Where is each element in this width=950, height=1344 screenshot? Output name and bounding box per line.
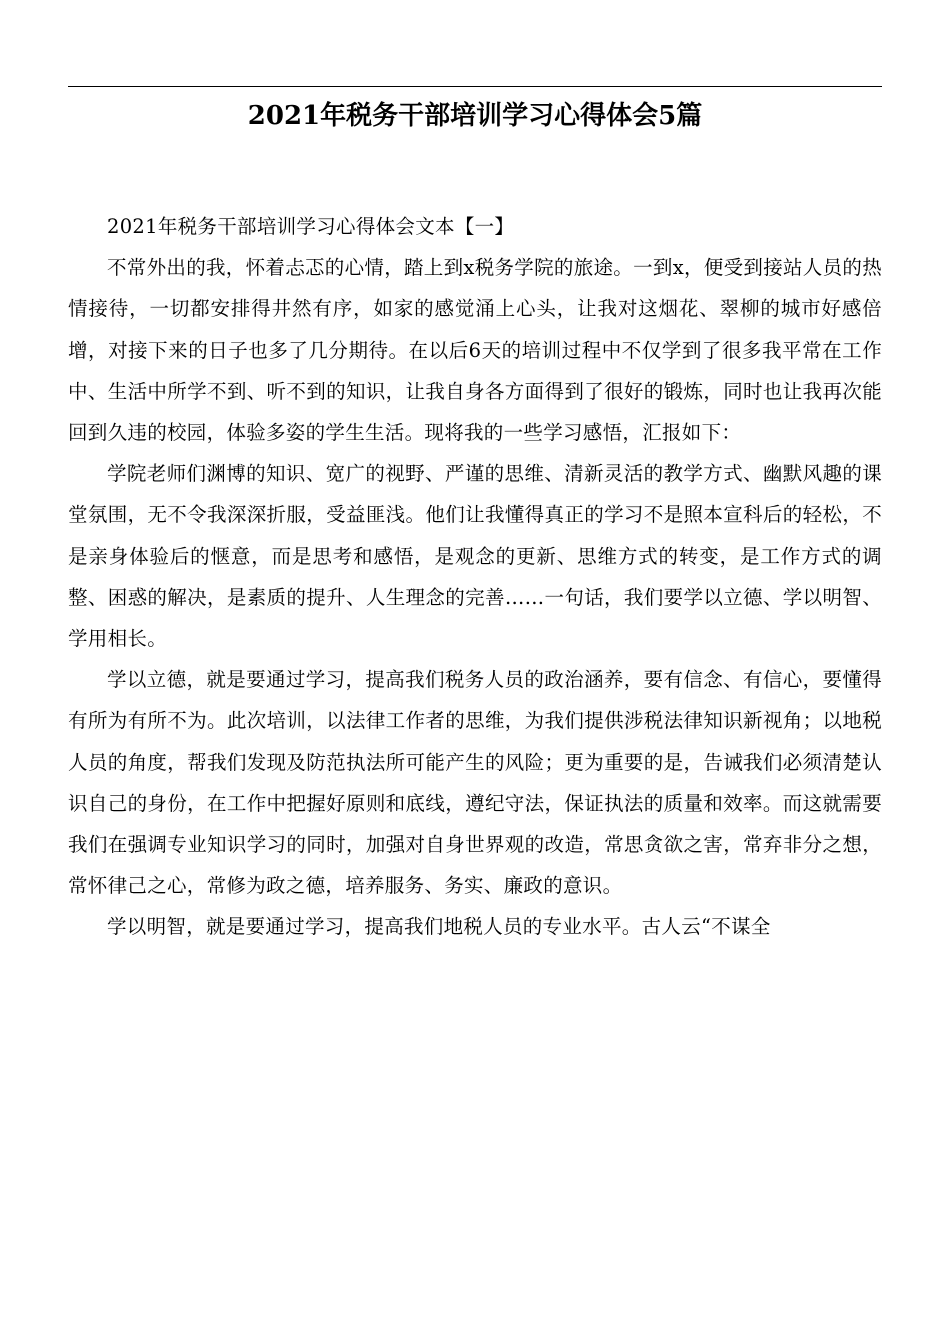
body-paragraph: 不常外出的我，怀着忐忑的心情，踏上到x税务学院的旅途。一到x，便受到接站人员的热情接待，一切都安排得井然有序，如家的感觉涌上心头，让我对这烟花、翠柳的城市好感倍增，对接下来的日子也多了几分期待。在以后6天的培训过程中不仅学到了很多我平常在工作中、生活中所学不到、听不到的知识，让我自身各方面得到了很好的锻炼，同时也让我再次能回到久违的校园，体验多姿的学生生活。现将我的一些学习感悟，汇报如下：: [68, 256, 882, 445]
section-heading: 2021年税务干部培训学习心得体会文本【一】: [107, 215, 515, 238]
header-rule: [68, 86, 882, 87]
body-paragraph: 学院老师们渊博的知识、宽广的视野、严谨的思维、清新灵活的教学方式、幽默风趣的课堂氛围，无不令我深深折服，受益匪浅。他们让我懂得真正的学习不是照本宣科后的轻松，不是亲身体验后的惬意，而是思考和感悟，是观念的更新、思维方式的转变，是工作方式的调整、困惑的解决，是素质的提升、人生理念的完善……一句话，我们要学以立德、学以明智、学用相长。: [68, 462, 882, 651]
document-title: 2021年税务干部培训学习心得体会5篇: [247, 101, 703, 131]
body-paragraph: 学以明智，就是要通过学习，提高我们地税人员的专业水平。古人云“不谋全: [107, 915, 771, 939]
document-body: [68, 206, 882, 948]
body-paragraph: 学以立德，就是要通过学习，提高我们税务人员的政治涵养，要有信念、有信心，要懂得有所为有所不为。此次培训，以法律工作者的思维，为我们提供涉税法律知识新视角；以地税人员的角度，帮我们发现及防范执法所可能产生的风险；更为重要的是，告诫我们必须清楚认识自己的身份，在工作中把握好原则和底线，遵纪守法，保证执法的质量和效率。而这就需要我们在强调专业知识学习的同时，加强对自身世界观的改造，常思贪欲之害，常弃非分之想，常怀律己之心，常修为政之德，培养服务、务实、廉政的意识。: [68, 668, 882, 898]
